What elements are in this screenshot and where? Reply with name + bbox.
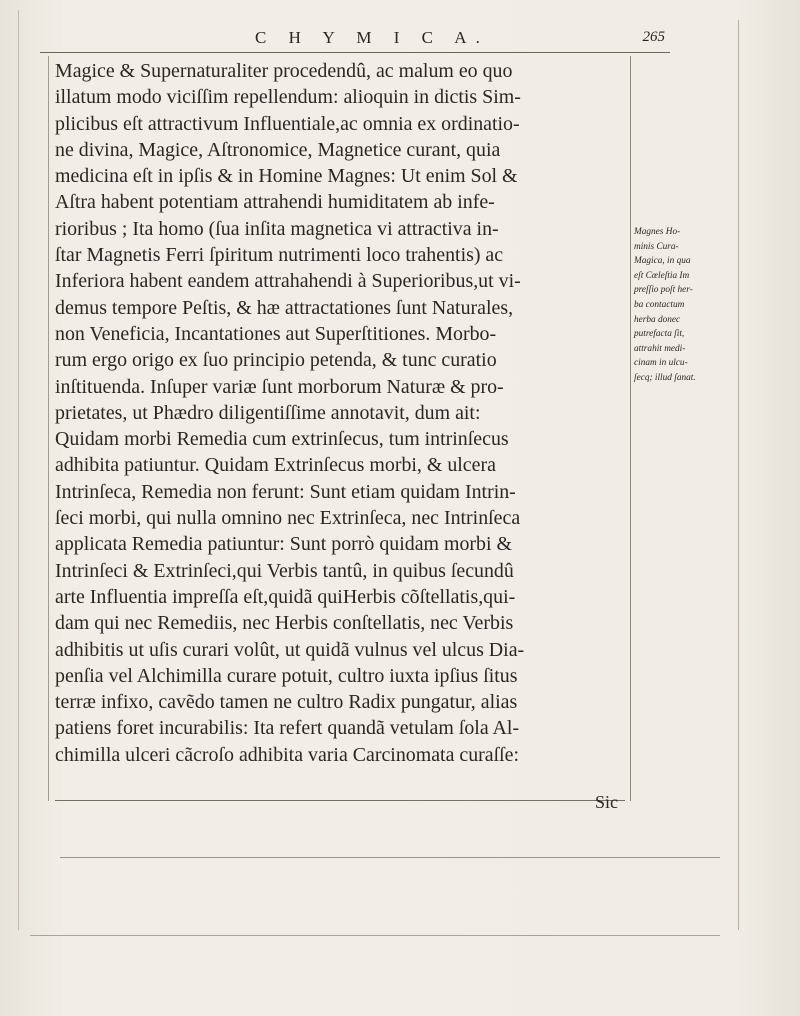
margin-note-line: ſecq; illud ſanat. <box>634 372 696 383</box>
text-line: applicata Remedia patiuntur: Sunt porrò quidam morbi & <box>55 533 512 556</box>
text-line: chimilla ulceri cãcroſo adhibita varia Carcinomata curaſſe: <box>55 743 520 766</box>
running-title: C H Y M I C A. <box>255 28 489 47</box>
text-line: adhibitis ut uſis curari volût, ut quidã vulnus vel ulcus Dia- <box>55 638 525 661</box>
text-line: prietates, ut Phædro diligentiſſime annotavit, dum ait: <box>55 401 481 424</box>
text-line: Quidam morbi Remedia cum extrinſecus, tum intrinſecus <box>55 428 509 451</box>
margin-note-line: herba donec <box>634 314 681 325</box>
text-line: medicina eſt in ipſis & in Homine Magnes: Ut enim Sol & <box>55 165 518 188</box>
text-line: Aſtra habent potentiam attrahendi humiditatem ab infe- <box>55 191 495 214</box>
margin-note-line: preſſio poſt her- <box>634 285 693 296</box>
text-line: inſtituenda. Inſuper variæ ſunt morborum Naturæ & pro- <box>55 375 504 398</box>
text-frame-right <box>630 56 631 801</box>
page-number: 265 <box>642 29 665 45</box>
page-rule <box>30 935 720 936</box>
margin-note-line: attrahit medi- <box>634 343 686 354</box>
text-line: terræ infixo, cavẽdo tamen ne cultro Radix pungatur, alias <box>55 691 518 714</box>
text-line: Magice & Supernaturaliter procedendû, ac malum eo quo <box>55 60 513 82</box>
text-line: Intrinſeci & Extrinſeci,qui Verbis tantû, in quibus ſecundû <box>55 559 514 582</box>
header-rule <box>40 52 670 53</box>
text-line: Inferiora habent eandem attrahahendi à Superioribus,ut vi- <box>55 270 521 293</box>
text-line: dam qui nec Remediis, nec Herbis conſtellatis, nec Verbis <box>55 612 514 635</box>
page-edge-left <box>18 10 19 930</box>
text-line: plicibus eſt attractivum Influentiale,ac omnia ex ordinatio- <box>55 112 520 135</box>
text-line: non Veneficia, Incantationes aut Superſtitiones. Morbo- <box>55 322 497 345</box>
text-line: Intrinſeca, Remedia non ferunt: Sunt etiam quidam Intrin- <box>55 480 516 503</box>
margin-note-line: cinam in ulcu- <box>634 358 688 369</box>
page-rule <box>60 857 720 858</box>
text-line: illatum modo viciſſim repellendum: alioquin in dictis Sim- <box>55 86 521 109</box>
text-line: adhibita patiuntur. Quidam Extrinſecus morbi, & ulcera <box>55 454 496 477</box>
text-line: ſtar Magnetis Ferri ſpiritum nutrimenti loco trahentis) ac <box>55 244 504 267</box>
page-header <box>255 28 665 52</box>
text-bottom-rule <box>55 800 625 801</box>
main-text-block <box>55 58 630 768</box>
text-frame-left <box>48 56 49 801</box>
text-line: arte Influentia impreſſa eſt,quidã quiHerbis cõſtellatis,qui- <box>55 585 516 608</box>
text-line: penſia vel Alchimilla curare potuit, cultro iuxta ipſius ſitus <box>55 664 518 687</box>
page-edge-right <box>738 20 739 930</box>
margin-note-line: putrefacta ſit, <box>634 329 685 340</box>
margin-note-line: Magnes Ho- <box>634 227 681 237</box>
catchword: Sic <box>595 792 619 812</box>
text-line: demus tempore Peſtis, & hæ attractationes ſunt Naturales, <box>55 296 514 319</box>
margin-note-line: eſt Cœleſtia Im <box>634 270 690 281</box>
margin-note <box>634 225 724 386</box>
margin-note-line: Magica, in qua <box>634 256 691 267</box>
text-line: rioribus ; Ita homo (ſua inſita magnetica vi attractiva in- <box>55 217 499 240</box>
text-line: ne divina, Magice, Aſtronomice, Magnetice curant, quia <box>55 138 501 161</box>
text-line: patiens foret incurabilis: Ita refert quandã vetulam ſola Al- <box>55 717 520 740</box>
margin-note-line: ba contactum <box>634 299 685 310</box>
margin-note-line: minis Cura- <box>634 241 679 252</box>
text-line: ſeci morbi, qui nulla omnino nec Extrinſeca, nec Intrinſeca <box>55 507 521 530</box>
text-line: rum ergo origo ex ſuo principio petenda, & tunc curatio <box>55 349 497 372</box>
